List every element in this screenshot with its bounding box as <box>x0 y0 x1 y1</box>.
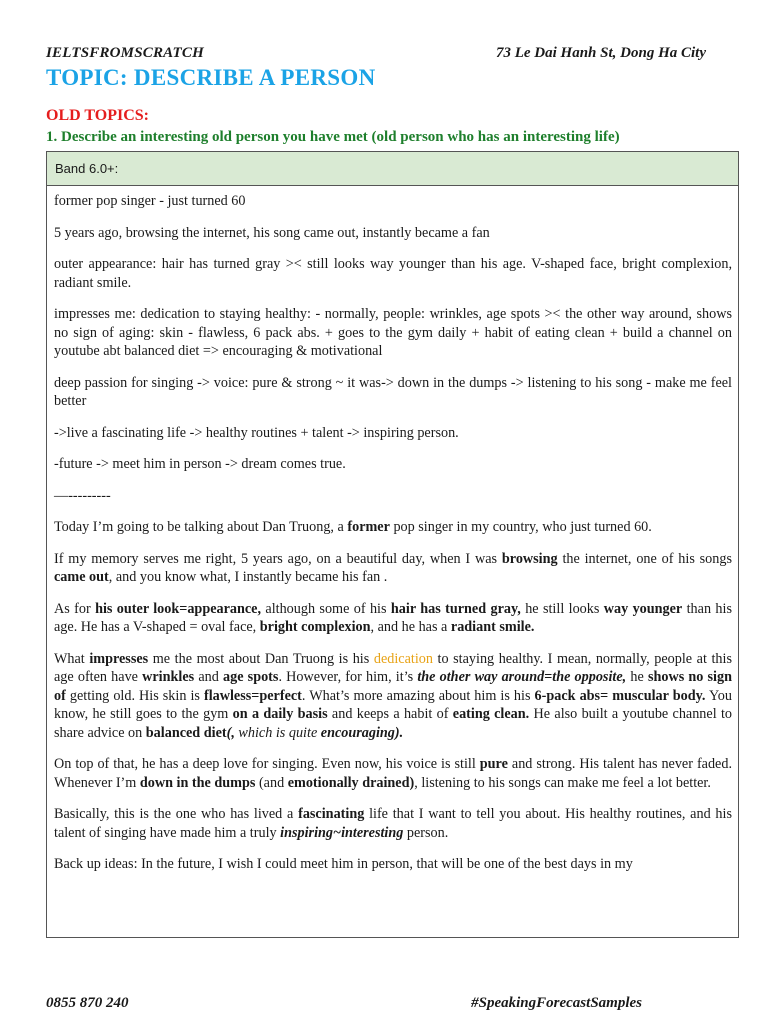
brand-name: IELTSFROMSCRATCH <box>46 45 204 61</box>
divider-line: —--------- <box>54 487 111 504</box>
answer-paragraph-7: Back up ideas: In the future, I wish I could meet him in person, that will be one of the best days in my <box>54 856 633 872</box>
answer-paragraph-5: On top of that, he has a deep love for singing. Even now, his voice is still pure and strong. His talent has never faded. Whenever I’m down in the dumps (and emotionally drained), listening to his songs can make me feel a lot better. <box>54 756 732 791</box>
note-line: impresses me: dedication to staying healthy: - normally, people: wrinkles, age spots >< the other way around, shows no sign of aging: skin - flawless, 6 pack abs. + goes to the gym daily + habit of eating clean + build a channel on youtube abt balanced diet => encouraging & motivational <box>54 306 732 359</box>
section-label: OLD TOPICS: <box>46 107 149 124</box>
page-title: TOPIC: DESCRIBE A PERSON <box>46 65 376 90</box>
note-line: -future -> meet him in person -> dream comes true. <box>54 456 346 472</box>
note-line: outer appearance: hair has turned gray >< still looks way younger than his age. V-shaped face, bright complexion, radiant smile. <box>54 256 732 291</box>
answer-paragraph-1: Today I’m going to be talking about Dan Truong, a former pop singer in my country, who just turned 60. <box>54 519 652 535</box>
note-line: former pop singer - just turned 60 <box>54 193 246 209</box>
answer-content <box>47 186 738 874</box>
answer-paragraph-2: If my memory serves me right, 5 years ago, on a beautiful day, when I was browsing the internet, one of his songs came out, and you know what, I instantly became his fan . <box>54 550 732 585</box>
answer-paragraph-3: As for his outer look=appearance, although some of his hair has turned gray, he still looks way younger than his age. He has a V-shaped = oval face, bright complexion, and he has a radiant smile. <box>54 600 732 635</box>
answer-paragraph-6: Basically, this is the one who has lived a fascinating life that I want to tell you about. His healthy routines, and his talent of singing have made him a truly inspiring~interesting person. <box>54 806 732 841</box>
answer-box <box>46 151 739 938</box>
note-line: deep passion for singing -> voice: pure & strong ~ it was-> down in the dumps -> listening to his song - make me feel better <box>54 374 732 409</box>
hashtag: #SpeakingForecastSamples <box>471 995 642 1011</box>
note-line: 5 years ago, browsing the internet, his song came out, instantly became a fan <box>54 224 490 241</box>
answer-paragraph-4: What impresses me the most about Dan Truong is his dedication to staying healthy. I mean, normally, people at this age often have wrinkles and age spots. However, for him, it’s the other way around=the opposite, he shows no sign of getting old. His skin is flawless=perfect. What’s more amazing about him is his 6-pack abs= muscular body. You know, he still goes to the gym on a daily basis and keeps a habit of eating clean. He also built a youtube channel to share advice on balanced diet(, which is quite encouraging). <box>54 650 732 741</box>
highlighted-word: dedication <box>373 650 433 667</box>
phone-number: 0855 870 240 <box>46 995 129 1011</box>
note-line: ->live a fascinating life -> healthy routines + talent -> inspiring person. <box>54 424 459 441</box>
question-heading: 1. Describe an interesting old person you have met (old person who has an interesting life) <box>46 129 620 145</box>
address: 73 Le Dai Hanh St, Dong Ha City <box>495 45 706 61</box>
band-header: Band 6.0+: <box>47 152 738 186</box>
